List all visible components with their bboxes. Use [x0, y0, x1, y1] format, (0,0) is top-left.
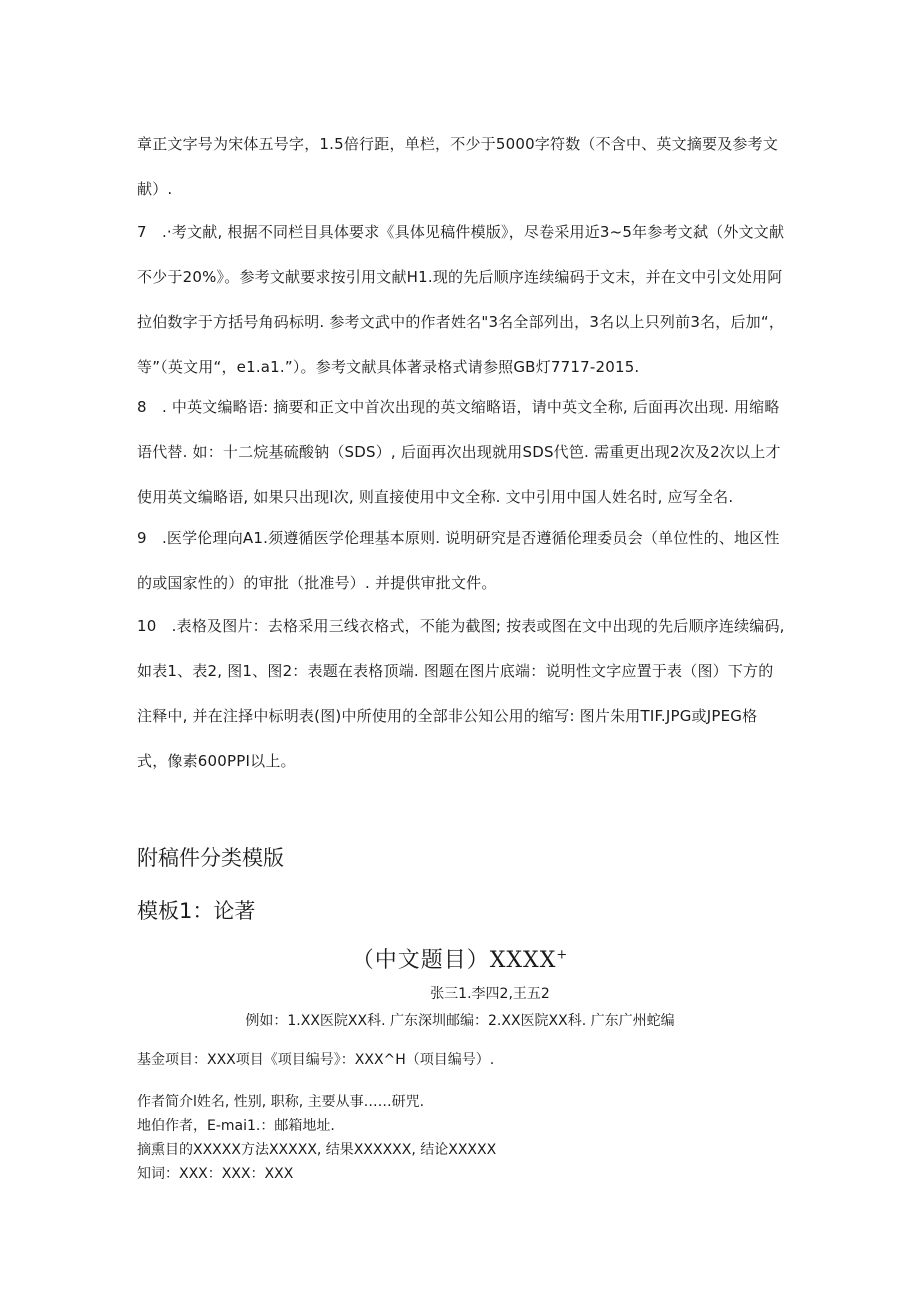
- template-affiliation: 例如：1.XX医院XX科. 广东深圳邮编：2.XX医院XX科. 广东广州蛇编: [245, 1013, 675, 1029]
- template-keywords: 知词：XXX：XXX：XXX: [137, 1166, 294, 1182]
- template-corresponding-author: 地伯作者，E-mai1.：邮箱地址.: [137, 1118, 335, 1134]
- template-abstract: 摘熏目的XXXXX方法XXXXX, 结果XXXXXX, 结论XXXXX: [137, 1142, 497, 1158]
- template-title-mark: +: [556, 947, 569, 963]
- paragraph-9-ethics: 9 .医学伦理向A1.须遵循医学伦理基本原则. 说明研究是否遵循伦理委员会（单位性的、地区性的或国家性的）的审批（批准号）. 并提供审批文件。: [137, 529, 780, 592]
- paragraph-6-tail: 章正文字号为宋体五号字，1.5倍行距，单栏，不少于5000字符数（不含中、英文摘要及参考文献）.: [137, 135, 779, 198]
- template-1-heading: 模板1：论著: [137, 899, 256, 923]
- paragraph-7-references: 7 .·考文献, 根据不同栏目具体要求《具体见稿件模版》，尽卷采用近3~5年参考文弑（外文文献不少于20%》。参考文献要求按引用文献H1.现的先后顺序连续编码于文末，并在文中引文处用阿拉伯数字于方括号角码标明. 参考文武中的作者姓名"3名全部列出，3名以上只列前3名，后加“，等”（英文用“，e1.a1.”）。参考文献具体著录格式请参照GB灯7717-2015.: [137, 223, 785, 376]
- template-authors: 张三1.李四2,王五2: [430, 986, 550, 1002]
- paragraph-8-abbreviations: 8 . 中英文编略语: 摘要和正文中首次出现的英文缩略语，请中英文全称, 后面再次出现. 用缩略语代替. 如：十二烷基硫酸钠（SDS）, 后面再次出现就用SDS代笆. 需重更出现2次及2次以上才使用英文编略语, 如果只出现l次, 则直接使用中文全称. 文中引用中国人姓名时, 应写全名.: [137, 398, 781, 506]
- template-title: [0, 943, 920, 974]
- template-fund: 基金项目：XXX项目《项目编号》：XXX^H（项目编号）.: [137, 1052, 495, 1068]
- appendix-heading: 附稿件分类模版: [137, 846, 284, 870]
- template-title-text: （中文题目）XXXX: [351, 948, 557, 973]
- template-author-bio: 作者简介l姓名, 性别, 职称, 主要从事……研咒.: [137, 1094, 425, 1110]
- paragraph-10-tables-figures: 10 .表格及图片：去格采用三线衣格式，不能为截图; 按表或图在文中出现的先后顺序连续编码, 如表1、表2, 图1、图2：表题在表格顶端. 图题在图片底端：说明性文字应置于表（图）下方的注释中, 并在注择中标明表(图)中所使用的全部非公知公用的缩写: 图片朱用TIF.JPG或JPEG格式，像素600PPI以上。: [137, 617, 785, 770]
